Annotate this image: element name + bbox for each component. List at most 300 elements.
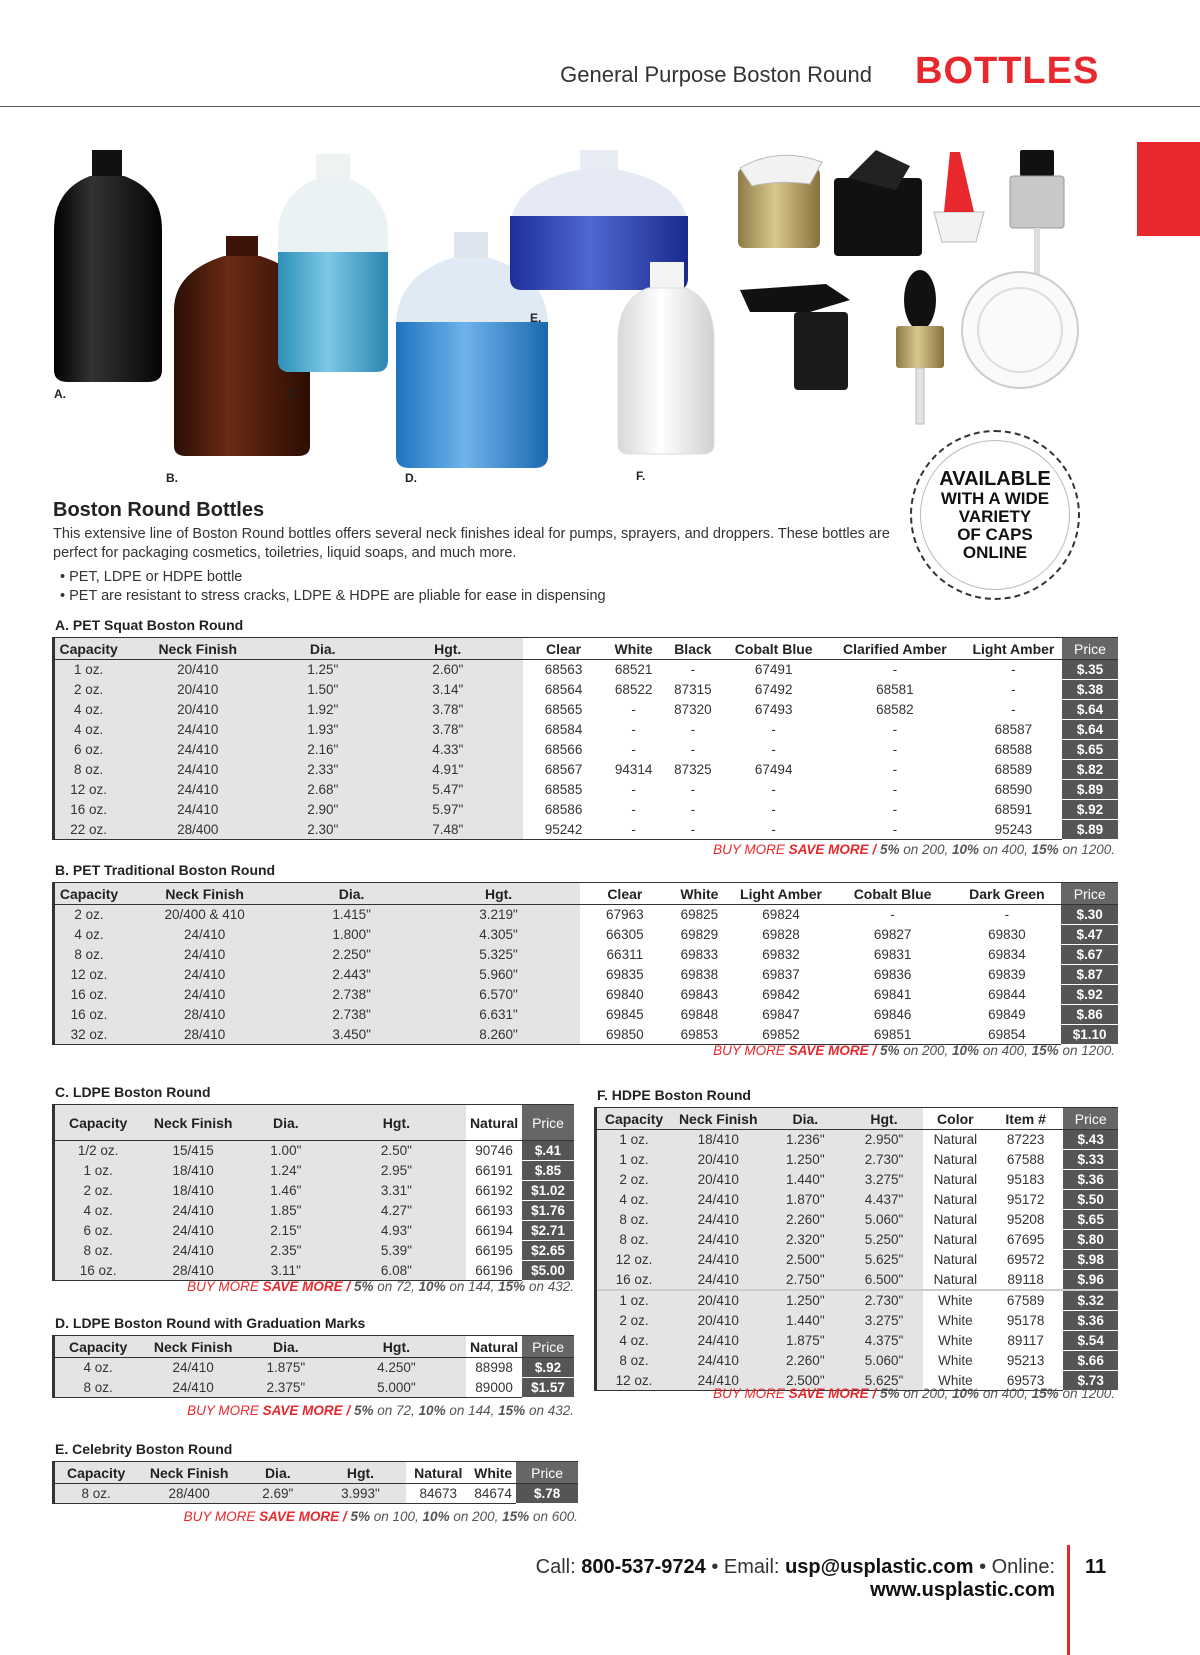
table-cell: 95208 xyxy=(1006,1212,1045,1227)
promo-discount: 15% xyxy=(498,1403,526,1418)
column-header: Dia. xyxy=(241,1462,315,1484)
price-cell: $.98 xyxy=(1063,1250,1118,1270)
promo-discount: 10% xyxy=(952,842,980,857)
promo-qty: on 432. xyxy=(528,1403,574,1418)
table-cell: White xyxy=(938,1313,973,1328)
table-cell: 69825 xyxy=(680,907,719,923)
table-cell: 1.93" xyxy=(273,720,372,740)
call-label: Call: xyxy=(535,1556,576,1578)
table-cell: 68585 xyxy=(544,782,583,797)
table-cell: 69839 xyxy=(988,967,1026,982)
price-cell: $.92 xyxy=(522,1358,574,1378)
column-header: Natural xyxy=(406,1462,470,1484)
table-cell: 66305 xyxy=(606,927,644,942)
table-f-hdpe xyxy=(594,1107,1118,1391)
table-cell: 68567 xyxy=(544,762,583,777)
table-cell: Natural xyxy=(933,1172,978,1187)
table-cell: 69831 xyxy=(873,947,912,962)
table-cell: 68584 xyxy=(544,722,583,737)
badge-line: ONLINE xyxy=(962,543,1028,562)
photo-label-f: F. xyxy=(636,469,646,483)
table-cell: - xyxy=(631,821,636,837)
table-cell: 69829 xyxy=(680,927,719,942)
column-header: Capacity xyxy=(54,1105,142,1141)
table-cell: - xyxy=(690,722,696,737)
table-cell: 1.85" xyxy=(245,1201,327,1221)
table-cell: 95183 xyxy=(1006,1172,1045,1187)
table-row xyxy=(596,1130,1119,1150)
table-cell: 8.260" xyxy=(417,1025,580,1045)
column-header: Capacity xyxy=(596,1108,672,1130)
table-cell: 24/410 xyxy=(671,1210,765,1230)
table-cell: White xyxy=(938,1353,973,1368)
table-cell: 2.69" xyxy=(241,1484,315,1504)
table-cell: 8 oz. xyxy=(54,760,123,780)
table-row xyxy=(54,945,1119,965)
table-cell: 2 oz. xyxy=(54,905,124,925)
table-cell: 3.78" xyxy=(372,700,523,720)
table-cell: 15/415 xyxy=(141,1141,245,1161)
column-header: Capacity xyxy=(54,883,124,905)
table-cell: 3.275" xyxy=(845,1170,923,1190)
table-cell: 2.50" xyxy=(327,1141,466,1161)
table-cell: 2 oz. xyxy=(596,1311,672,1331)
column-header: Hgt. xyxy=(845,1108,923,1130)
promo-discount: 15% xyxy=(1031,1386,1059,1401)
table-cell: 1 oz. xyxy=(596,1130,672,1150)
column-header: Price xyxy=(522,1336,574,1358)
table-cell: 69836 xyxy=(873,967,912,982)
photo-label-b: B. xyxy=(166,471,178,485)
table-cell: 1 oz. xyxy=(596,1290,672,1311)
table-cell: - xyxy=(690,742,696,757)
footer-divider xyxy=(1067,1545,1070,1655)
table-cell: - xyxy=(1004,907,1010,923)
table-cell: 1 oz. xyxy=(596,1150,672,1170)
bottle-a-black xyxy=(54,150,162,382)
promo-qty: on 72, xyxy=(377,1279,415,1294)
table-row xyxy=(596,1311,1119,1331)
table-cell: 7.48" xyxy=(372,820,523,840)
price-cell: $.33 xyxy=(1063,1150,1118,1170)
table-cell: 69837 xyxy=(762,967,800,982)
table-cell: 1.250" xyxy=(765,1290,845,1311)
table-cell: 68566 xyxy=(544,742,583,757)
promo-qty: on 200, xyxy=(903,842,949,857)
table-cell: 69835 xyxy=(606,967,644,982)
column-header: Neck Finish xyxy=(122,638,273,660)
promo-discount: 15% xyxy=(1031,842,1059,857)
table-cell: 5.47" xyxy=(372,780,523,800)
table-cell: 69843 xyxy=(680,987,719,1002)
column-header: Price xyxy=(516,1462,578,1484)
promo-qty: on 144, xyxy=(449,1403,495,1418)
table-cell: 3.993" xyxy=(315,1484,407,1504)
price-cell: $.67 xyxy=(1061,945,1118,965)
table-cell: 2.68" xyxy=(273,780,372,800)
table-row xyxy=(596,1190,1119,1210)
bottle-f-white xyxy=(618,262,714,454)
column-header: Clear xyxy=(523,638,604,660)
table-cell: 20/410 xyxy=(122,680,273,700)
table-cell: 5.97" xyxy=(372,800,523,820)
table-cell: 2.730" xyxy=(845,1290,923,1311)
table-cell: 16 oz. xyxy=(596,1270,672,1291)
table-cell: White xyxy=(923,1290,988,1311)
price-cell: $.54 xyxy=(1063,1331,1118,1351)
table-cell: 69853 xyxy=(680,1026,719,1042)
table-cell: 1.250" xyxy=(765,1150,845,1170)
column-header: Cobalt Blue xyxy=(723,638,825,660)
column-header: Hgt. xyxy=(327,1336,466,1358)
table-cell: - xyxy=(892,762,898,777)
table-row xyxy=(54,780,1119,800)
table-row xyxy=(54,1358,575,1378)
price-cell: $.43 xyxy=(1063,1130,1118,1150)
table-cell: 69834 xyxy=(988,947,1026,962)
promo-buy-more: BUY MORE xyxy=(187,1403,259,1418)
table-cell: 2.15" xyxy=(245,1221,327,1241)
table-cell: 95172 xyxy=(1006,1192,1045,1207)
table-cell: 4.27" xyxy=(327,1201,466,1221)
table-cell: 95178 xyxy=(1006,1313,1045,1328)
table-d-title: D. LDPE Boston Round with Graduation Marks xyxy=(55,1315,366,1331)
table-cell: 69827 xyxy=(873,927,912,942)
table-cell: 6.631" xyxy=(417,1005,580,1025)
promo-qty: on 400, xyxy=(982,1043,1028,1058)
column-header: Price xyxy=(1062,638,1118,660)
header-divider xyxy=(0,106,1200,107)
table-row xyxy=(54,800,1119,820)
column-header: Dia. xyxy=(765,1108,845,1130)
table-cell: 87320 xyxy=(674,702,712,717)
lotion-pump xyxy=(740,284,850,390)
table-cell: 20/410 xyxy=(122,700,273,720)
table-cell: - xyxy=(631,742,636,757)
column-header: Natural xyxy=(466,1336,522,1358)
promo-discount: 10% xyxy=(952,1043,980,1058)
table-cell: 24/410 xyxy=(671,1230,765,1250)
table-cell: 4 oz. xyxy=(596,1331,672,1351)
price-cell: $.89 xyxy=(1062,780,1118,800)
column-header: Dark Green xyxy=(952,883,1061,905)
promo-discount: 10% xyxy=(418,1403,446,1418)
column-header: Neck Finish xyxy=(671,1108,765,1130)
table-row xyxy=(54,660,1119,680)
promo-discount: 5% xyxy=(350,1509,370,1524)
promo-discount: 10% xyxy=(952,1386,980,1401)
column-header: Capacity xyxy=(54,638,123,660)
table-cell: 24/410 xyxy=(141,1241,245,1261)
table-cell: 66191 xyxy=(475,1163,513,1178)
table-f-promo xyxy=(600,1386,1115,1401)
price-cell: $5.00 xyxy=(522,1261,574,1281)
price-cell: $1.76 xyxy=(522,1201,574,1221)
column-header: Price xyxy=(1061,883,1118,905)
table-cell: Natural xyxy=(933,1152,978,1167)
table-cell: 68589 xyxy=(994,762,1033,777)
table-cell: 3.450" xyxy=(286,1025,417,1045)
table-cell: 68588 xyxy=(994,742,1033,757)
promo-qty: on 144, xyxy=(449,1279,495,1294)
glass-dropper xyxy=(896,270,944,424)
price-cell: $.87 xyxy=(1061,965,1118,985)
feature-item: • PET, LDPE or HDPE bottle xyxy=(60,568,606,587)
table-cell: - xyxy=(771,821,776,837)
table-row xyxy=(596,1230,1119,1250)
table-cell: 18/410 xyxy=(141,1161,245,1181)
table-cell: 5.060" xyxy=(845,1210,923,1230)
price-cell: $.92 xyxy=(1062,800,1118,820)
price-cell: $.47 xyxy=(1061,925,1118,945)
table-cell: - xyxy=(892,821,898,837)
table-cell: 84673 xyxy=(419,1486,457,1501)
promo-buy-more: BUY MORE xyxy=(183,1509,256,1524)
table-cell: 2.738" xyxy=(286,1005,417,1025)
price-cell: $.92 xyxy=(1061,985,1118,1005)
price-cell: $.36 xyxy=(1063,1311,1118,1331)
price-cell: $.78 xyxy=(516,1484,578,1504)
table-b-pet-traditional xyxy=(52,882,1118,1045)
column-header: Hgt. xyxy=(327,1105,466,1141)
table-cell: 95213 xyxy=(1006,1353,1045,1368)
column-header: Clear xyxy=(580,883,669,905)
table-cell: 87223 xyxy=(1006,1132,1045,1148)
table-row xyxy=(54,720,1119,740)
child-resistant-cap xyxy=(962,272,1078,388)
table-cell: 8 oz. xyxy=(54,945,124,965)
badge-line: AVAILABLE xyxy=(939,468,1051,490)
table-row xyxy=(596,1351,1119,1371)
table-a-title: A. PET Squat Boston Round xyxy=(55,617,244,633)
table-cell: 16 oz. xyxy=(54,1261,142,1281)
table-cell: 20/410 xyxy=(671,1290,765,1311)
red-tip-dispenser xyxy=(934,152,984,242)
table-cell: 3.31" xyxy=(327,1181,466,1201)
column-header: Neck Finish xyxy=(141,1105,245,1141)
table-row xyxy=(54,700,1119,720)
table-cell: 8 oz. xyxy=(596,1351,672,1371)
table-cell: Natural xyxy=(933,1212,978,1227)
table-cell: 5.39" xyxy=(327,1241,466,1261)
table-cell: 2.30" xyxy=(273,820,372,840)
table-cell: 2.500" xyxy=(765,1371,845,1391)
promo-discount: 10% xyxy=(422,1509,450,1524)
table-cell: 20/400 & 410 xyxy=(123,905,286,925)
table-cell: 1.50" xyxy=(273,680,372,700)
promo-qty: on 200, xyxy=(903,1043,949,1058)
table-cell: 68586 xyxy=(544,802,583,817)
feature-item: • PET are resistant to stress cracks, LDPE & HDPE are pliable for ease in dispensing xyxy=(60,587,606,606)
column-header: Neck Finish xyxy=(137,1462,241,1484)
table-row xyxy=(54,1201,575,1221)
table-cell: 2.375" xyxy=(245,1378,327,1398)
table-cell: 24/410 xyxy=(123,985,286,1005)
table-cell: 69824 xyxy=(762,907,800,923)
photo-label-d: D. xyxy=(405,471,417,485)
column-header: Natural xyxy=(466,1105,522,1141)
table-cell: 68587 xyxy=(994,722,1033,737)
table-cell: 24/410 xyxy=(141,1358,245,1378)
promo-qty: on 432. xyxy=(528,1279,574,1294)
table-b-title: B. PET Traditional Boston Round xyxy=(55,862,276,878)
column-header: Cobalt Blue xyxy=(833,883,953,905)
table-row xyxy=(54,1484,579,1504)
table-f-title: F. HDPE Boston Round xyxy=(597,1087,751,1103)
column-header: Hgt. xyxy=(315,1462,407,1484)
table-cell: 68590 xyxy=(994,782,1033,797)
table-cell: Natural xyxy=(933,1132,978,1148)
table-row xyxy=(54,1005,1119,1025)
table-row xyxy=(596,1270,1119,1291)
table-cell: 89000 xyxy=(475,1379,513,1395)
table-cell: 20/410 xyxy=(671,1311,765,1331)
table-cell: 5.250" xyxy=(845,1230,923,1250)
table-cell: 4.305" xyxy=(417,925,580,945)
table-cell: 66196 xyxy=(475,1262,513,1278)
table-cell: 89118 xyxy=(1007,1271,1044,1287)
email-link[interactable]: usp@usplastic.com xyxy=(785,1556,974,1578)
table-cell: 66192 xyxy=(475,1183,513,1198)
promo-qty: on 72, xyxy=(377,1403,415,1418)
table-cell: 1.00" xyxy=(245,1141,327,1161)
price-cell: $.85 xyxy=(522,1161,574,1181)
table-cell: 1 oz. xyxy=(54,660,123,680)
column-header: Capacity xyxy=(54,1462,138,1484)
column-header: Color xyxy=(923,1108,988,1130)
price-cell: $.80 xyxy=(1063,1230,1118,1250)
price-cell: $1.10 xyxy=(1061,1025,1118,1045)
table-cell: 69844 xyxy=(988,987,1026,1002)
feature-list xyxy=(60,568,606,606)
table-cell: 28/400 xyxy=(137,1484,241,1504)
table-d-promo xyxy=(100,1403,574,1418)
gold-disc-cap xyxy=(738,155,822,248)
promo-buy-more: BUY MORE xyxy=(187,1279,259,1294)
table-cell: 2.738" xyxy=(286,985,417,1005)
table-cell: 8 oz. xyxy=(596,1210,672,1230)
table-cell: 28/410 xyxy=(141,1261,245,1281)
table-cell: 2.16" xyxy=(273,740,372,760)
promo-discount: 5% xyxy=(879,1043,900,1058)
column-header: Dia. xyxy=(245,1336,327,1358)
table-row xyxy=(54,985,1119,1005)
table-cell: 67589 xyxy=(988,1290,1064,1311)
table-row xyxy=(54,1241,575,1261)
price-cell: $.82 xyxy=(1062,760,1118,780)
table-cell: - xyxy=(1011,662,1016,678)
table-cell: 94314 xyxy=(614,762,653,777)
table-cell: - xyxy=(690,802,696,817)
price-cell: $2.71 xyxy=(522,1221,574,1241)
table-cell: 5.060" xyxy=(845,1351,923,1371)
table-cell: 24/410 xyxy=(123,965,286,985)
table-row xyxy=(54,760,1119,780)
table-cell: 95243 xyxy=(994,821,1033,837)
table-cell: 2.250" xyxy=(286,945,417,965)
table-cell: - xyxy=(631,802,636,817)
promo-discount: 15% xyxy=(498,1279,526,1294)
table-cell: 20/410 xyxy=(122,660,273,680)
table-cell: - xyxy=(771,782,776,797)
table-cell: 69828 xyxy=(762,927,800,942)
phone-number[interactable]: 800-537-9724 xyxy=(581,1556,706,1578)
table-cell: 2.750" xyxy=(765,1270,845,1291)
table-c-title: C. LDPE Boston Round xyxy=(55,1084,211,1100)
online-label: Online: xyxy=(991,1556,1055,1578)
table-cell: 3.219" xyxy=(417,905,580,925)
table-cell: 67588 xyxy=(1006,1152,1045,1167)
table-a-promo xyxy=(560,842,1115,857)
promo-qty: on 100, xyxy=(373,1509,419,1524)
column-header: Dia. xyxy=(245,1105,327,1141)
photo-label-a: A. xyxy=(54,387,66,401)
table-row xyxy=(596,1250,1119,1270)
promo-qty: on 400, xyxy=(982,1386,1028,1401)
table-cell: Natural xyxy=(933,1232,978,1247)
bottle-c-blue xyxy=(278,154,388,372)
table-cell: 66194 xyxy=(475,1223,513,1238)
promo-buy-more: BUY MORE xyxy=(713,842,785,857)
photo-label-e: E. xyxy=(530,311,542,325)
table-cell: 24/410 xyxy=(671,1351,765,1371)
table-cell: 68563 xyxy=(544,662,583,678)
table-cell: 69848 xyxy=(680,1007,719,1022)
table-cell: 12 oz. xyxy=(54,965,124,985)
table-cell: 4.375" xyxy=(845,1331,923,1351)
table-cell: 16 oz. xyxy=(54,800,123,820)
table-cell: 69842 xyxy=(762,987,800,1002)
table-cell: 16 oz. xyxy=(54,1005,124,1025)
table-cell: 18/410 xyxy=(671,1130,765,1150)
column-header: Price xyxy=(1063,1108,1118,1130)
price-cell: $2.65 xyxy=(522,1241,574,1261)
table-cell: Natural xyxy=(933,1271,978,1287)
table-row xyxy=(54,820,1119,840)
table-cell: 67695 xyxy=(1006,1232,1045,1247)
table-cell: 2 oz. xyxy=(596,1170,672,1190)
table-b-promo xyxy=(560,1043,1115,1058)
price-cell: $.41 xyxy=(522,1141,574,1161)
table-cell: - xyxy=(771,742,776,757)
table-cell: 12 oz. xyxy=(596,1250,672,1270)
table-cell: 2.60" xyxy=(372,660,523,680)
website-link[interactable]: www.usplastic.com xyxy=(870,1579,1055,1601)
table-row xyxy=(54,1221,575,1241)
table-cell: - xyxy=(892,662,898,678)
table-cell: 5.000" xyxy=(327,1378,466,1398)
table-cell: 8 oz. xyxy=(54,1241,142,1261)
price-cell: $.73 xyxy=(1063,1371,1118,1391)
table-cell: 68564 xyxy=(544,682,583,697)
table-row xyxy=(54,1161,575,1181)
table-cell: 67963 xyxy=(606,907,644,923)
table-cell: 2.95" xyxy=(327,1161,466,1181)
table-c-ldpe xyxy=(52,1104,574,1281)
table-cell: 4 oz. xyxy=(54,925,124,945)
table-cell: White xyxy=(938,1372,973,1388)
badge-line: OF CAPS xyxy=(957,525,1033,544)
table-cell: 69832 xyxy=(762,947,800,962)
table-cell: 1.440" xyxy=(765,1311,845,1331)
table-cell: 4 oz. xyxy=(54,1201,142,1221)
table-cell: 1.870" xyxy=(765,1190,845,1210)
table-cell: 69840 xyxy=(606,987,644,1002)
promo-discount: 5% xyxy=(353,1279,374,1294)
column-header: Hgt. xyxy=(417,883,580,905)
table-cell: 3.14" xyxy=(372,680,523,700)
promo-save-more: SAVE MORE / xyxy=(262,1403,351,1418)
